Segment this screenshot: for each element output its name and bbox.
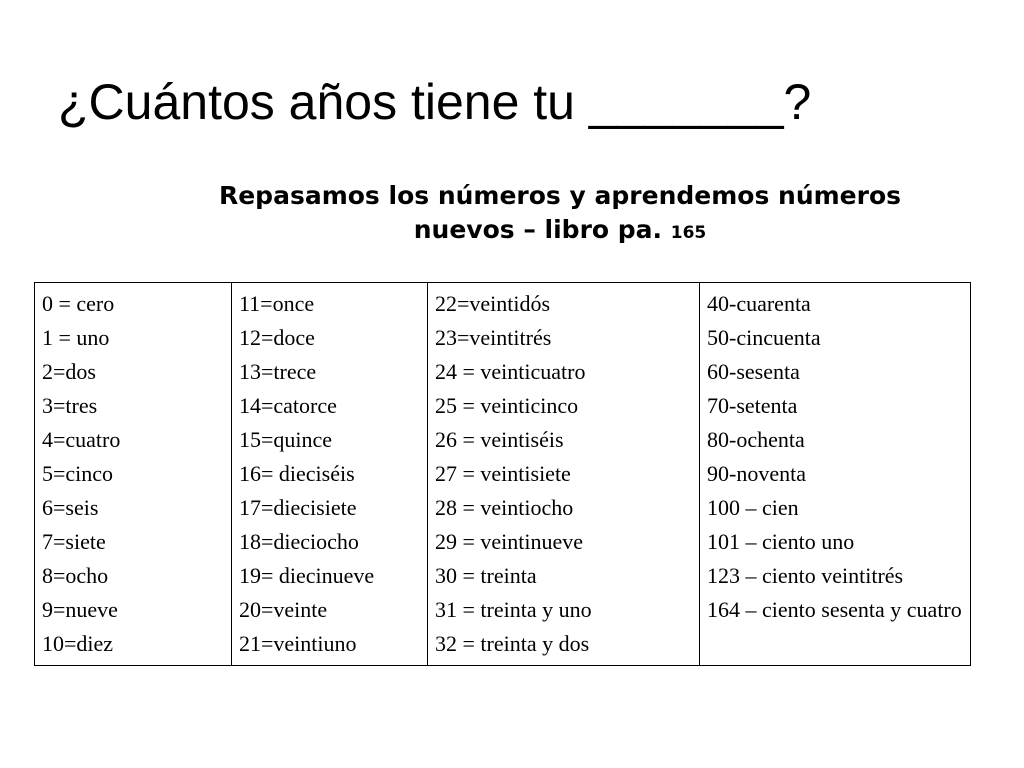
number-entry: 19= diecinueve bbox=[239, 563, 375, 588]
numbers-column-11-21 bbox=[232, 283, 428, 666]
numbers-column-22-32 bbox=[428, 283, 700, 666]
number-entry: 100 – cien bbox=[707, 495, 799, 520]
number-entry: 31 = treinta y uno bbox=[435, 597, 592, 622]
number-entry: 32 = treinta y dos bbox=[435, 631, 590, 656]
number-entry: 30 = treinta bbox=[435, 563, 537, 588]
number-entry: 2=dos bbox=[42, 359, 96, 384]
number-entry: 1 = uno bbox=[42, 325, 110, 350]
number-entry: 25 = veinticinco bbox=[435, 393, 579, 418]
number-entry: 24 = veinticuatro bbox=[435, 359, 586, 384]
numbers-table bbox=[34, 282, 971, 666]
number-entry: 13=trece bbox=[239, 359, 317, 384]
number-entry: 8=ocho bbox=[42, 563, 109, 588]
numbers-column-40-164 bbox=[700, 283, 971, 666]
number-entry: 15=quince bbox=[239, 427, 333, 452]
number-entry: 27 = veintisiete bbox=[435, 461, 571, 486]
number-entry: 16= dieciséis bbox=[239, 461, 355, 486]
number-entry: 50-cincuenta bbox=[707, 325, 821, 350]
number-entry: 10=diez bbox=[42, 631, 114, 656]
number-entry: 29 = veintinueve bbox=[435, 529, 584, 554]
number-entry: 40-cuarenta bbox=[707, 291, 811, 316]
subtitle-page-number: 165 bbox=[670, 223, 707, 243]
subtitle-line-2-text: nuevos – libro pa. bbox=[413, 215, 663, 244]
number-entry: 164 – ciento sesenta y cuatro bbox=[707, 597, 962, 622]
number-entry: 0 = cero bbox=[42, 291, 115, 316]
number-entry: 3=tres bbox=[42, 393, 98, 418]
number-entry: 26 = veintiséis bbox=[435, 427, 564, 452]
number-entry: 22=veintidós bbox=[435, 291, 551, 316]
subtitle-line-1: Repasamos los números y aprendemos números bbox=[218, 181, 902, 210]
subtitle-line-2 bbox=[150, 213, 970, 250]
number-entry: 7=siete bbox=[42, 529, 106, 554]
slide-subtitle bbox=[150, 179, 970, 250]
number-entry: 80-ochenta bbox=[707, 427, 805, 452]
table-row bbox=[35, 283, 971, 666]
number-entry: 9=nueve bbox=[42, 597, 118, 622]
number-entry: 123 – ciento veintitrés bbox=[707, 563, 904, 588]
number-entry: 6=seis bbox=[42, 495, 99, 520]
number-entry: 23=veintitrés bbox=[435, 325, 552, 350]
numbers-column-0-10 bbox=[35, 283, 232, 666]
slide-title: ¿Cuántos años tiene tu _______? bbox=[58, 74, 812, 130]
number-entry: 90-noventa bbox=[707, 461, 806, 486]
number-entry: 70-setenta bbox=[707, 393, 798, 418]
number-entry: 101 – ciento uno bbox=[707, 529, 855, 554]
number-entry: 5=cinco bbox=[42, 461, 114, 486]
number-entry: 21=veintiuno bbox=[239, 631, 357, 656]
number-entry: 12=doce bbox=[239, 325, 315, 350]
number-entry: 20=veinte bbox=[239, 597, 328, 622]
number-entry: 17=diecisiete bbox=[239, 495, 357, 520]
number-entry: 4=cuatro bbox=[42, 427, 121, 452]
number-entry: 18=dieciocho bbox=[239, 529, 359, 554]
number-entry: 60-sesenta bbox=[707, 359, 800, 384]
number-entry: 11=once bbox=[239, 291, 315, 316]
number-entry: 14=catorce bbox=[239, 393, 337, 418]
number-entry: 28 = veintiocho bbox=[435, 495, 574, 520]
